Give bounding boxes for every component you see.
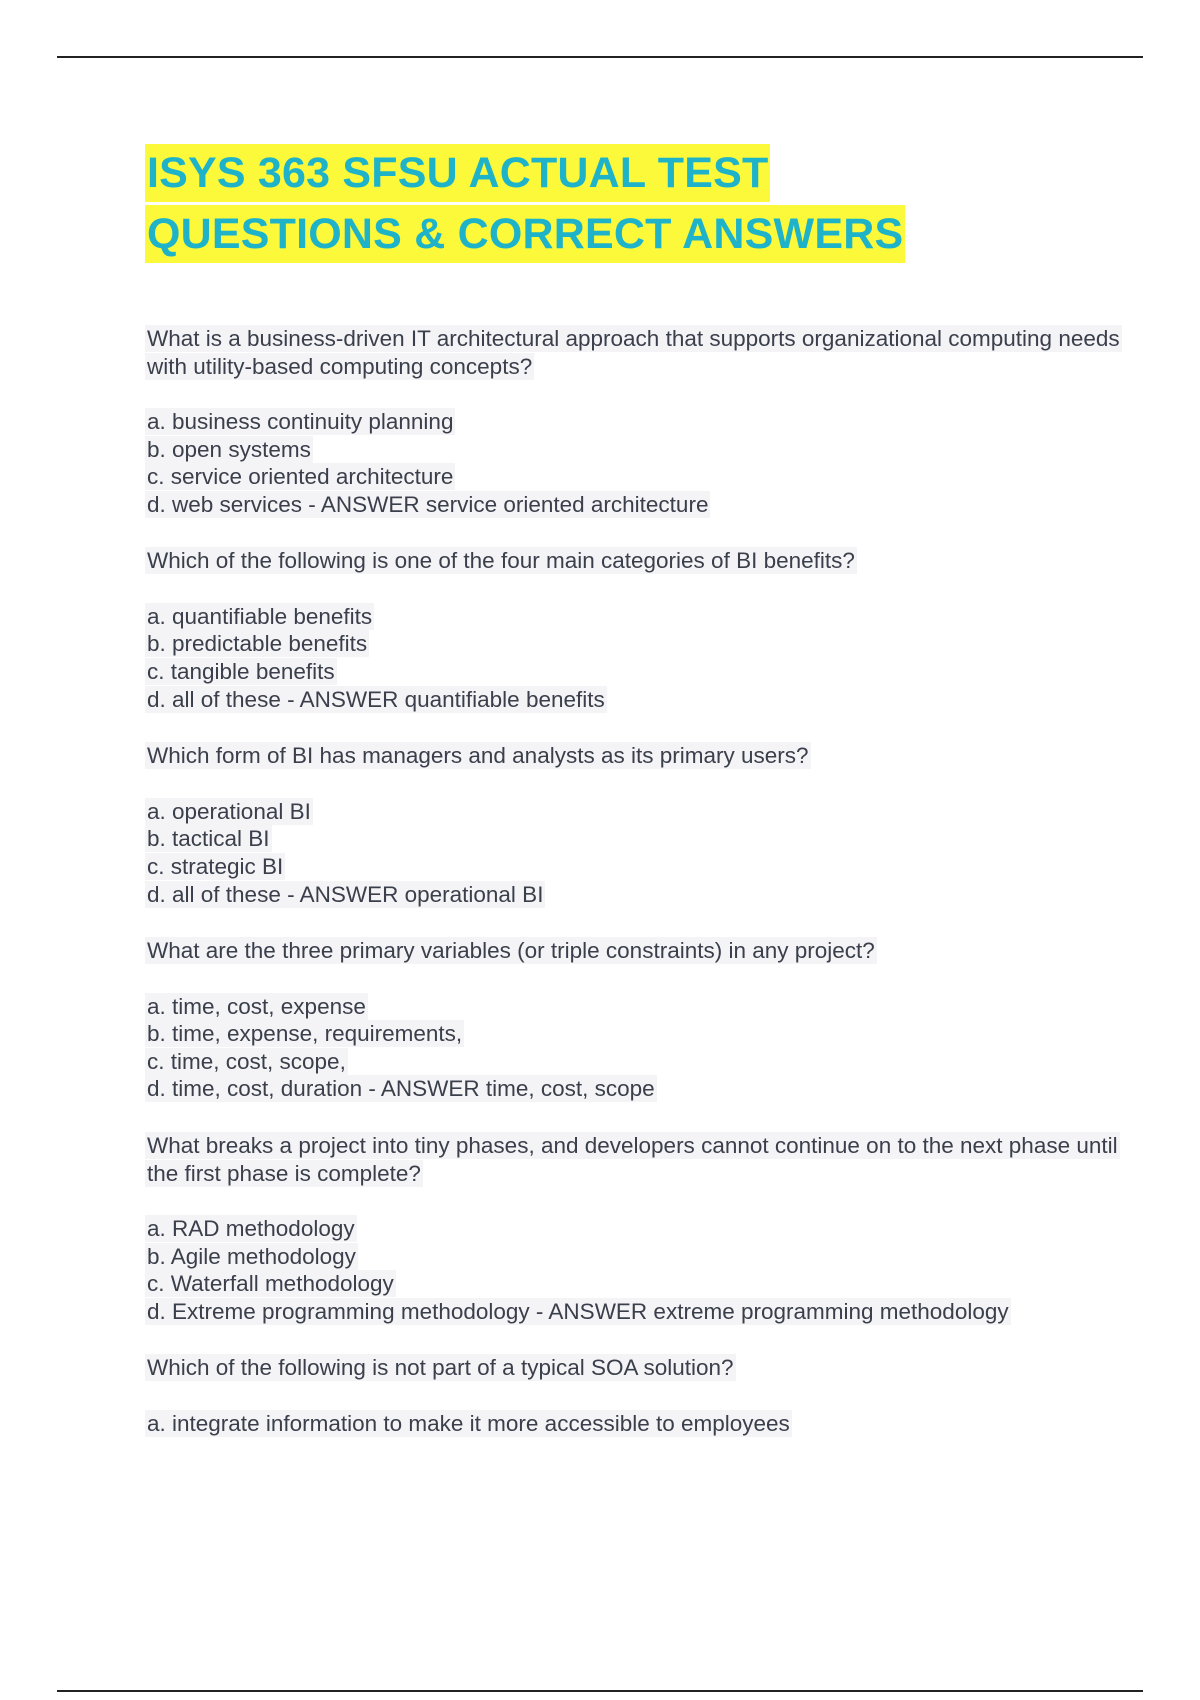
question-block bbox=[145, 1132, 1125, 1325]
bottom-rule bbox=[57, 1690, 1143, 1692]
question-text: What is a business-driven IT architectural approach that supports organizational computing needs with utility-based computing concepts? bbox=[147, 326, 1120, 379]
option-c: c. Waterfall methodology bbox=[147, 1271, 394, 1297]
option-c: c. strategic BI bbox=[147, 853, 284, 879]
option-a: a. RAD methodology bbox=[147, 1216, 355, 1241]
question-text: What are the three primary variables (or triple constraints) in any project? bbox=[147, 938, 875, 964]
option-list bbox=[145, 1215, 1125, 1325]
title-line-1: ISYS 363 SFSU ACTUAL TEST bbox=[145, 144, 770, 202]
document-title bbox=[145, 144, 1145, 266]
option-list bbox=[145, 1410, 1125, 1438]
question-text: What breaks a project into tiny phases, and developers cannot continue on to the next phase until the first phase is complete? bbox=[147, 1133, 1118, 1186]
question-block bbox=[145, 937, 1125, 1103]
title-line-2: QUESTIONS & CORRECT ANSWERS bbox=[145, 205, 905, 263]
question-block bbox=[145, 325, 1125, 518]
option-b: b. tactical BI bbox=[147, 826, 270, 852]
option-d-answer: d. time, cost, duration - ANSWER time, cost, scope bbox=[147, 1076, 655, 1102]
option-list bbox=[145, 993, 1125, 1103]
option-a: a. business continuity planning bbox=[147, 409, 454, 434]
question-text: Which of the following is not part of a typical SOA solution? bbox=[147, 1355, 734, 1381]
option-d-answer: d. all of these - ANSWER operational BI bbox=[147, 881, 544, 907]
question-block bbox=[145, 742, 1125, 908]
option-list bbox=[145, 408, 1125, 518]
option-a: a. operational BI bbox=[147, 798, 311, 824]
option-list bbox=[145, 798, 1125, 908]
option-d-answer: d. web services - ANSWER service oriented architecture bbox=[147, 491, 709, 517]
question-text: Which form of BI has managers and analysts as its primary users? bbox=[147, 743, 809, 769]
option-a: a. time, cost, expense bbox=[147, 993, 366, 1019]
option-a: a. integrate information to make it more accessible to employees bbox=[147, 1410, 790, 1436]
option-b: b. predictable benefits bbox=[147, 631, 368, 657]
option-b: b. Agile methodology bbox=[147, 1243, 356, 1269]
option-d-answer: d. all of these - ANSWER quantifiable benefits bbox=[147, 686, 605, 712]
question-list bbox=[145, 325, 1125, 1466]
option-b: b. open systems bbox=[147, 436, 311, 462]
option-c: c. time, cost, scope, bbox=[147, 1048, 346, 1074]
option-a: a. quantifiable benefits bbox=[147, 603, 373, 629]
option-list bbox=[145, 603, 1125, 713]
question-text: Which of the following is one of the four main categories of BI benefits? bbox=[147, 548, 855, 574]
question-block bbox=[145, 1354, 1125, 1437]
option-c: c. tangible benefits bbox=[147, 659, 335, 685]
option-b: b. time, expense, requirements, bbox=[147, 1021, 463, 1047]
top-rule bbox=[57, 56, 1143, 58]
option-d-answer: d. Extreme programming methodology - ANSWER extreme programming methodology bbox=[147, 1298, 1009, 1324]
option-c: c. service oriented architecture bbox=[147, 464, 454, 490]
question-block bbox=[145, 547, 1125, 713]
